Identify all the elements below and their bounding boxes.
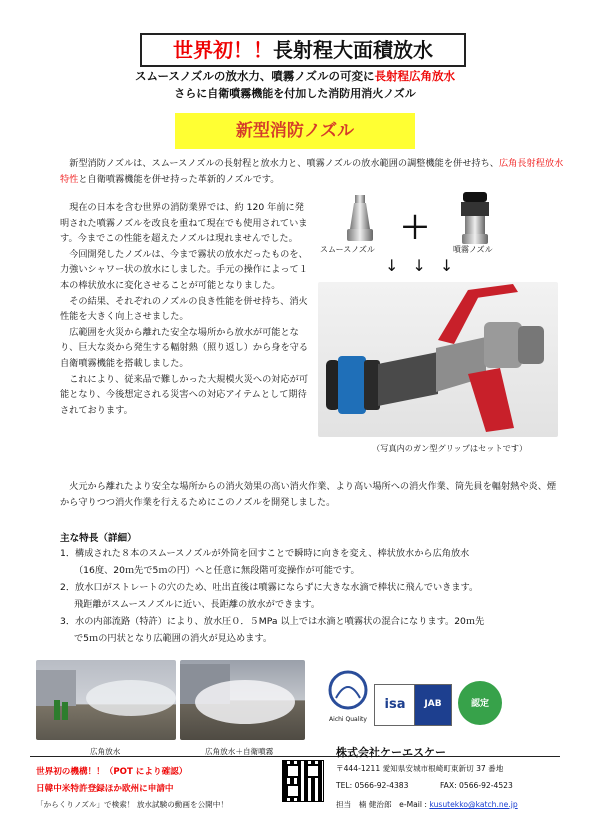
search-note: 「からくりノズル」で検索！ 放水試験の動画を公開中！	[36, 800, 228, 809]
body-continuation	[60, 479, 560, 510]
body-paragraph: これにより、従来品で難しかった大規模火災への対応が可能となり、今後想定される災害への対応アイテムとして期待されております。	[60, 373, 309, 416]
feature-item-line: （16度、20ｍ先で5ｍの円）へと任意に無段階可変操作が可能です。	[74, 565, 360, 576]
spray-nozzle-label: 噴霧ノズル	[453, 245, 493, 254]
subtitle-2: さらに自衛噴霧機能を付加した消防用消火ノズル	[174, 87, 416, 100]
page-title	[140, 33, 466, 67]
feature-item-line: 2．放水口がストレートの穴のため、吐出直後は噴霧にならずに大きな水滴で棒状に飛んでいきます。	[60, 582, 479, 593]
footer-divider	[30, 756, 560, 757]
photo-caption: （写真内のガン型グリップはセットです）	[372, 443, 528, 453]
feature-item-line: 3．水の内部流路（特許）により、放水圧０．５MPa 以上では水滴と噴霧状の混合になります。20ｍ先	[60, 616, 485, 627]
photo-label-1: 広角放水	[90, 747, 121, 756]
plus-sign: ＋	[400, 211, 430, 246]
company-address: 〒444-1211 愛知県安城市根崎町東新切 37 番地	[336, 764, 504, 773]
body-paragraph: その結果、それぞれのノズルの良き性能を併せ持ち、消火性能を大きく向上させました。	[60, 295, 308, 323]
green-badge-text: 認定	[470, 699, 489, 709]
body-paragraph: 今回開発したノズルは、今まで霧状の放水だったものを、力強いシャワー状の放水にしました。手元の操作によって１本の棒状放水に変化させることが可能となりました。	[60, 248, 308, 291]
intro-text-2: と自衛噴霧機能を併せ持った革新的ノズルです。	[78, 173, 280, 185]
subtitle-1	[0, 68, 590, 84]
isa-text: isa	[384, 697, 406, 712]
title-red: 世界初！！	[173, 38, 273, 62]
patent-note-1: 世界初の機構！！（POT により確認）	[36, 767, 188, 777]
patent-note-2: 日韓中米特許登録ほか欧州に申請中	[36, 784, 174, 794]
features-list	[60, 545, 565, 647]
title-black: 長射程大面積放水	[273, 38, 433, 62]
body-paragraph: 現在の日本を含む世界の消防業界では、約 120 年前に発明された噴霧ノズルを改良を重ねて現在でも使用されています。今までこの性能を超えたノズルは現れませんでした。	[60, 202, 308, 245]
company-tel: TEL: 0566-92-4383	[336, 781, 409, 790]
wide-spray-photo	[36, 660, 176, 740]
body-left-column	[60, 200, 310, 418]
jab-certification-badge	[414, 684, 452, 726]
green-certification-badge	[458, 681, 502, 725]
company-name: 株式会社ケーエスケー	[336, 746, 446, 759]
contact-line	[336, 799, 518, 810]
email-link[interactable]: kusutekko@katch.ne.jp	[429, 800, 518, 809]
company-fax: FAX: 0566-92-4523	[440, 781, 513, 790]
isa-certification-badge	[374, 684, 416, 726]
wide-spray-self-protection-photo	[180, 660, 305, 740]
feature-item-line: 飛距離がスムースノズルに近い、長距離の放水ができます。	[74, 599, 321, 610]
feature-item-line: で5ｍの円状となり広範囲の消火が見込めます。	[74, 633, 273, 644]
feature-item-line: 1．構成された８本のスムースノズルが外筒を回すことで瞬時に向きを変え、棒状放水から広角放水	[60, 548, 470, 559]
features-heading: 主な特長（詳細）	[60, 533, 137, 544]
aichi-quality-logo	[326, 668, 370, 730]
smooth-nozzle-image	[330, 193, 390, 245]
product-banner: 新型消防ノズル	[175, 113, 415, 149]
intro-text-1: 新型消防ノズルは、スムースノズルの長射程と放水力と、噴霧ノズルの放水範囲の調整機能を併せ持ち、	[69, 158, 499, 169]
aichi-quality-text: Aichi Quality	[329, 716, 367, 723]
body-paragraph: 火元から離れたより安全な場所からの消火効果の高い消火作業、より高い場所への消火作業、筒先員を輻射熱や炎、煙から守りつつ消火作業を行えるためにこのノズルを開発しました。	[60, 481, 557, 508]
subtitle-1-red: 長射程広角放水	[374, 69, 455, 83]
body-paragraph: 広範囲を火災から離れた安全な場所から放水が可能となり、巨大な炎から発生する輻射熱（照り返し）から身を守る自衛噴霧機能を搭載しました。	[60, 326, 309, 369]
jab-text: JAB	[424, 699, 442, 709]
contact-person: 担当 楠 健治郎 e-Mail :	[336, 800, 427, 809]
smooth-nozzle-label: スムースノズル	[320, 245, 375, 254]
product-photo	[318, 282, 558, 437]
subtitle-1-black: スムースノズルの放水力、噴霧ノズルの可変に	[135, 69, 375, 83]
intro-highlight: 広角長射程放水特性	[60, 158, 564, 185]
photo-label-2: 広角放水＋自衛噴霧	[205, 747, 274, 756]
intro-paragraph	[60, 156, 565, 187]
down-arrows-icon: ↓↓↓	[385, 256, 468, 275]
spray-nozzle-image	[455, 190, 495, 246]
qr-code	[282, 760, 324, 802]
